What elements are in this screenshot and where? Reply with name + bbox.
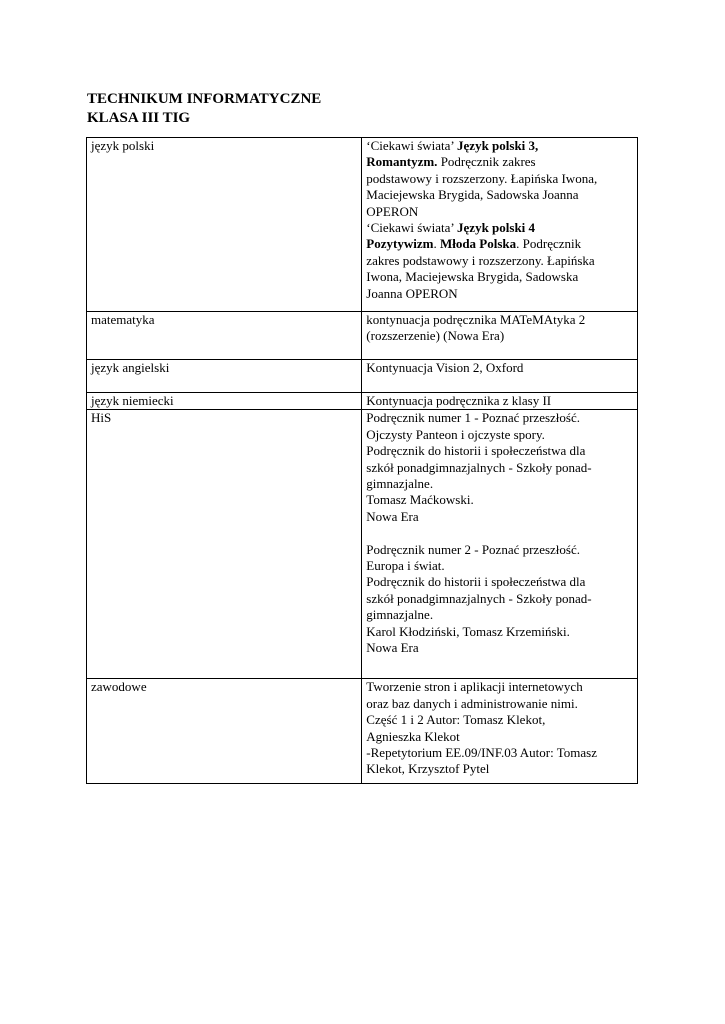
class-name: KLASA III TIG bbox=[87, 110, 191, 126]
text-run: ‘Ciekawi świata’ bbox=[366, 138, 458, 153]
document-heading bbox=[87, 90, 321, 128]
table-row-math bbox=[87, 312, 638, 360]
text-run: ‘Ciekawi świata’ bbox=[366, 220, 458, 236]
subject-cell: język angielski bbox=[87, 360, 362, 393]
text-line: Maciejewska Brygida, Sadowska Joanna bbox=[366, 187, 579, 203]
textbook-table bbox=[86, 137, 638, 784]
textbook-cell bbox=[362, 410, 638, 679]
blank-line bbox=[366, 525, 633, 541]
text-line: zakres podstawowy i rozszerzony. Łapińska bbox=[366, 252, 595, 268]
text-line: Joanna OPERON bbox=[366, 285, 458, 301]
book-title-bold: Młoda Polska bbox=[439, 236, 517, 252]
textbook-cell bbox=[362, 312, 638, 360]
text-line bbox=[366, 236, 633, 252]
text-line: OPERON bbox=[366, 203, 419, 219]
text-run: . bbox=[433, 236, 440, 252]
text-line: (rozszerzenie) (Nowa Era) bbox=[366, 328, 505, 344]
textbook-cell bbox=[362, 138, 638, 312]
table-row-vocational bbox=[87, 679, 638, 784]
subject-cell: zawodowe bbox=[87, 679, 362, 784]
text-line: Kontynuacja Vision 2, Oxford bbox=[366, 360, 524, 375]
textbook-cell bbox=[362, 393, 638, 410]
text-line bbox=[366, 138, 633, 154]
text-line: oraz baz danych i administrowanie nimi. bbox=[366, 695, 578, 711]
text-line: Nowa Era bbox=[366, 640, 419, 656]
text-line: Tomasz Maćkowski. bbox=[366, 492, 474, 508]
text-run: . Podręcznik bbox=[516, 236, 582, 252]
table-row-polish bbox=[87, 138, 638, 312]
text-line: podstawowy i rozszerzony. Łapińska Iwona, bbox=[366, 170, 598, 186]
text-line: szkół ponadgimnazjalnych - Szkoły ponad- bbox=[366, 590, 592, 606]
text-line bbox=[366, 154, 633, 170]
text-line: Ojczysty Panteon i ojczyste spory. bbox=[366, 426, 545, 442]
book-title-bold: Język polski 4 bbox=[457, 220, 536, 236]
text-line: Europa i świat. bbox=[366, 558, 445, 574]
book-title-bold: Romantyzm. bbox=[366, 154, 438, 170]
textbook-cell bbox=[362, 360, 638, 393]
table-row-english bbox=[87, 360, 638, 393]
textbook-cell bbox=[362, 679, 638, 784]
book-title-bold: Pozytywizm bbox=[366, 236, 434, 252]
text-line: Podręcznik do historii i społeczeństwa dla bbox=[366, 574, 586, 590]
text-line: szkół ponadgimnazjalnych - Szkoły ponad- bbox=[366, 459, 592, 475]
subject-cell: język niemiecki bbox=[87, 393, 362, 410]
text-line: Część 1 i 2 Autor: Tomasz Klekot, bbox=[366, 712, 546, 728]
text-line: Podręcznik numer 2 - Poznać przeszłość. bbox=[366, 541, 580, 557]
text-line: kontynuacja podręcznika MATeMAtyka 2 bbox=[366, 312, 586, 327]
text-line: gimnazjalne. bbox=[366, 476, 434, 492]
text-line: Nowa Era bbox=[366, 508, 419, 524]
book-title-bold: Język polski 3, bbox=[457, 138, 539, 153]
text-line: Podręcznik do historii i społeczeństwa dla bbox=[366, 443, 586, 459]
text-run: Podręcznik zakres bbox=[437, 154, 536, 170]
text-line: Klekot, Krzysztof Pytel bbox=[366, 761, 490, 777]
text-line: gimnazjalne. bbox=[366, 607, 434, 623]
text-line: Podręcznik numer 1 - Poznać przeszłość. bbox=[366, 410, 580, 426]
text-line: Kontynuacja podręcznika z klasy II bbox=[366, 393, 552, 408]
table-row-german bbox=[87, 393, 638, 410]
text-line: Agnieszka Klekot bbox=[366, 728, 460, 744]
text-line: Iwona, Maciejewska Brygida, Sadowska bbox=[366, 269, 579, 285]
subject-cell: język polski bbox=[87, 138, 362, 312]
subject-cell: matematyka bbox=[87, 312, 362, 360]
text-line: Tworzenie stron i aplikacji internetowych bbox=[366, 679, 583, 695]
text-line: -Repetytorium EE.09/INF.03 Autor: Tomasz bbox=[366, 745, 597, 761]
table-row-his bbox=[87, 410, 638, 679]
text-line bbox=[366, 220, 633, 236]
school-name: TECHNIKUM INFORMATYCZNE bbox=[87, 91, 322, 107]
subject-cell: HiS bbox=[87, 410, 362, 679]
text-line: Karol Kłodziński, Tomasz Krzemiński. bbox=[366, 623, 570, 639]
